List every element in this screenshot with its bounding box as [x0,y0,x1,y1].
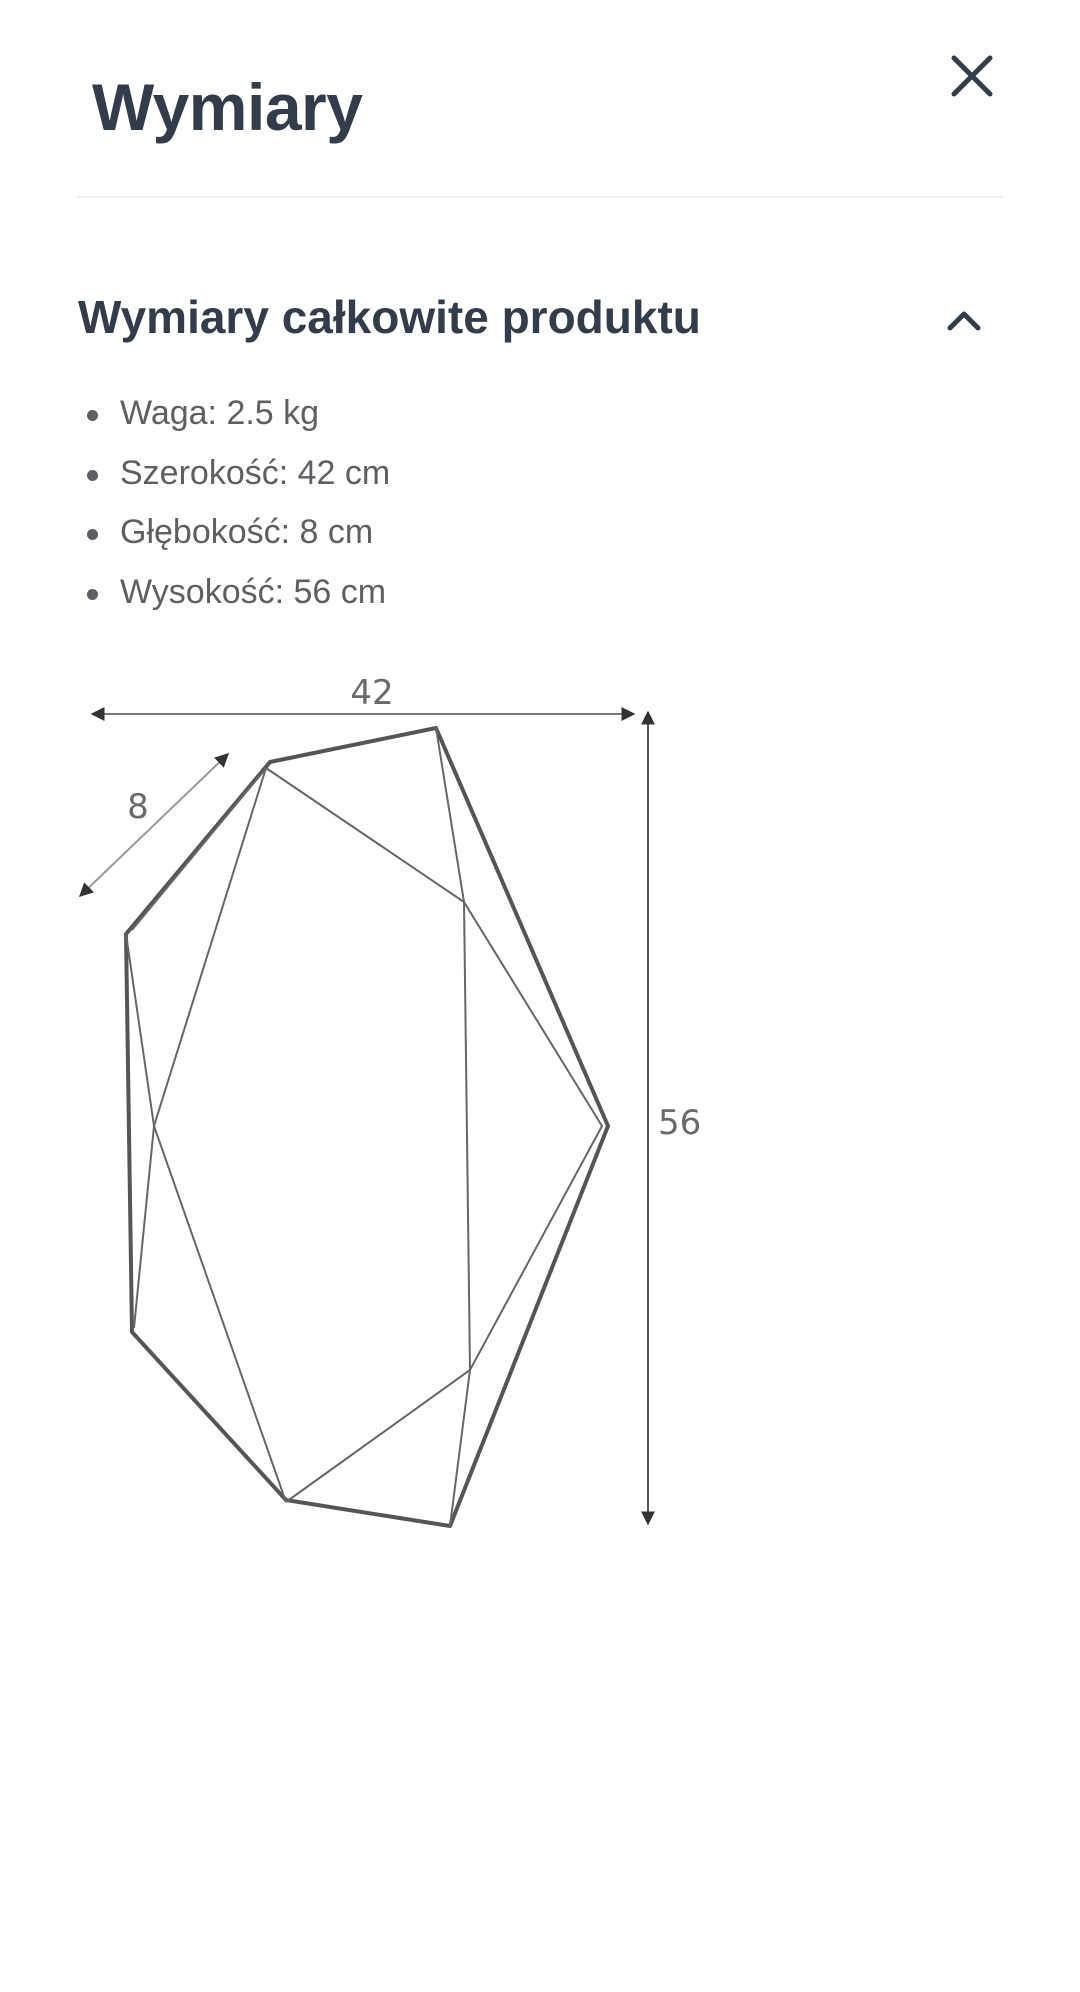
header-divider [78,196,1002,198]
width-label: 42 [350,673,394,713]
spec-weight: Waga: 2.5 kg [78,384,390,444]
spec-width: Szerokość: 42 cm [78,444,390,504]
depth-dimension-line [80,754,228,896]
chevron-up-icon [940,296,988,344]
shape-outline [126,728,608,1526]
section-toggle[interactable] [78,276,1002,362]
height-label: 56 [658,1103,702,1143]
dimension-diagram [60,658,720,1538]
spec-height: Wysokość: 56 cm [78,563,390,623]
close-button[interactable] [940,44,1004,108]
spec-depth: Głębokość: 8 cm [78,503,390,563]
page-title: Wymiary [92,70,363,144]
modal-header [0,0,1080,197]
section-title: Wymiary całkowite produktu [78,291,701,343]
depth-label: 8 [127,787,149,827]
close-icon [940,44,1004,108]
spec-list [78,384,390,622]
